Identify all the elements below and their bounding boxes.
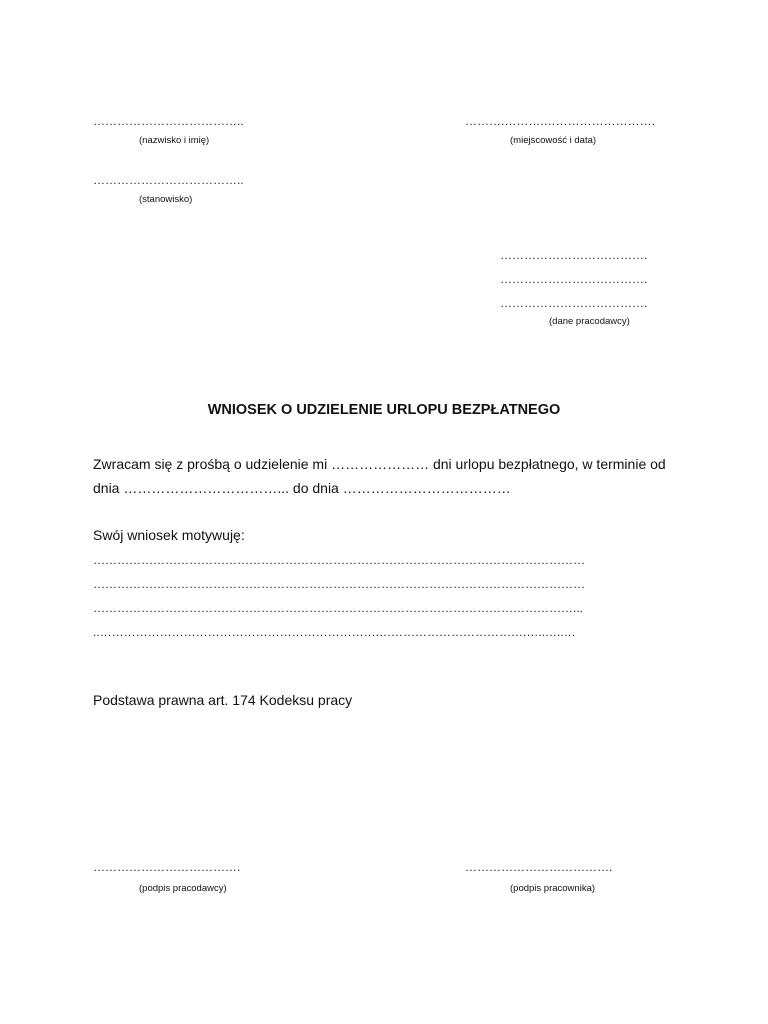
document-title: WNIOSEK O UDZIELENIE URLOPU BEZPŁATNEGO bbox=[207, 402, 561, 418]
name-caption: (nazwisko i imię) bbox=[139, 135, 210, 146]
motivation-line-1: …………………………………………………………………………………………………………… bbox=[93, 553, 585, 567]
request-line-1: Zwracam się z prośbą o udzielenie mi ………………… dni urlopu bezpłatnego, w terminie od bbox=[93, 456, 666, 472]
employer-signature-line: ………………………………. bbox=[93, 860, 241, 874]
employer-line-3: ………………………………. bbox=[500, 296, 648, 310]
position-caption: (stanowisko) bbox=[139, 194, 193, 205]
name-dotted-line: ……………………………….. bbox=[93, 114, 244, 128]
employee-signature-line: ………………………………. bbox=[465, 860, 613, 874]
legal-basis: Podstawa prawna art. 174 Kodeksu pracy bbox=[93, 692, 353, 708]
motivation-label: Swój wniosek motywuję: bbox=[93, 527, 245, 543]
request-line-2: dnia ……………………………... do dnia ……………………………… bbox=[93, 480, 511, 496]
motivation-line-2: …………………………………………………………………………………………………………… bbox=[93, 577, 585, 591]
place-date-dotted-line: ……….……….………………………. bbox=[465, 114, 656, 128]
employer-caption: (dane pracodawcy) bbox=[549, 316, 630, 327]
employee-signature-caption: (podpis pracownika) bbox=[510, 883, 596, 894]
place-date-caption: (miejscowość i data) bbox=[510, 135, 597, 146]
employer-line-2: ………………………………. bbox=[500, 272, 648, 286]
motivation-line-3: …………………………………………………………………………………………………………... bbox=[93, 601, 584, 615]
motivation-line-4: ..…………………………………………………………….……………………………….…..…..… bbox=[93, 625, 576, 639]
position-dotted-line: ……………………………….. bbox=[93, 173, 244, 187]
employer-signature-caption: (podpis pracodawcy) bbox=[139, 883, 227, 894]
employer-line-1: ………………………………. bbox=[500, 248, 648, 262]
